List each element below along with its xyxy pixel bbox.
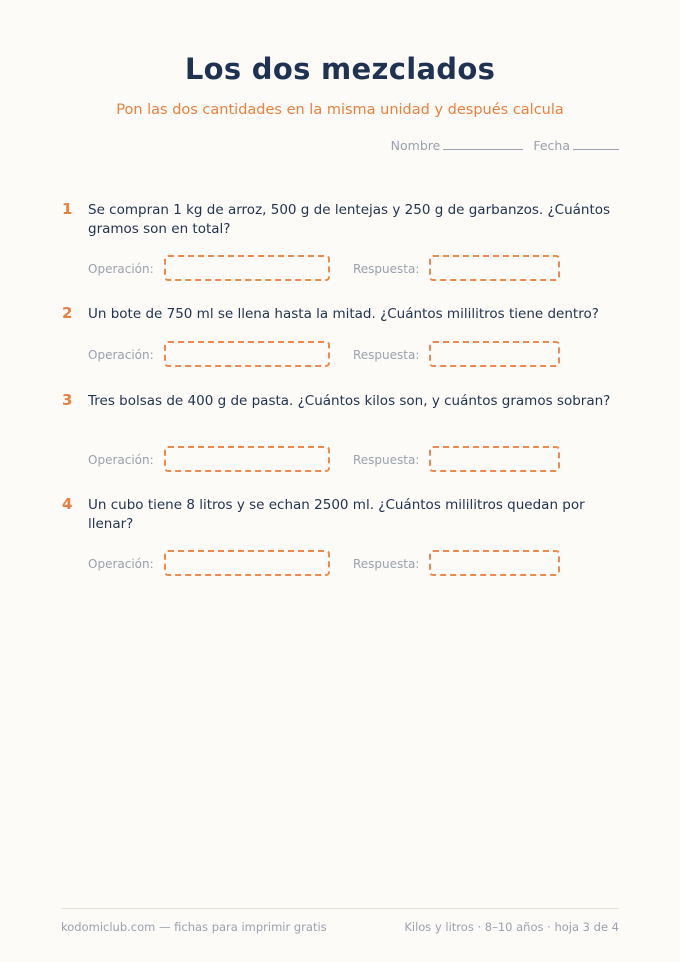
operation-label: Operación: (88, 348, 154, 362)
operation-label: Operación: (88, 557, 154, 571)
operation-box[interactable] (164, 255, 330, 281)
answer-label: Respuesta: (353, 557, 420, 571)
question-text: Un bote de 750 ml se llena hasta la mitad. ¿Cuántos mililitros tiene dentro? (88, 306, 599, 322)
answer-box[interactable] (429, 341, 560, 367)
question-number: 2 (62, 304, 73, 322)
date-line (573, 148, 619, 150)
answer-box[interactable] (429, 255, 560, 281)
page-subtitle: Pon las dos cantidades en la misma unidad y después calcula (116, 102, 564, 118)
date-field[interactable] (533, 138, 619, 153)
answer-label: Respuesta: (353, 262, 420, 276)
question-number: 4 (62, 495, 73, 513)
answer-row (88, 341, 618, 369)
question-number: 3 (62, 391, 73, 409)
operation-box[interactable] (164, 446, 330, 472)
page-title: Los dos mezclados (184, 52, 496, 86)
operation-label: Operación: (88, 453, 154, 467)
answer-box[interactable] (429, 550, 560, 576)
answer-label: Respuesta: (353, 348, 420, 362)
answer-label: Respuesta: (353, 453, 420, 467)
answer-row (88, 446, 618, 474)
name-field[interactable] (391, 138, 524, 153)
footer-site: kodomiclub.com — fichas para imprimir gratis (61, 920, 327, 934)
footer-divider (61, 908, 619, 909)
operation-box[interactable] (164, 550, 330, 576)
answer-row (88, 255, 618, 283)
question-text: Tres bolsas de 400 g de pasta. ¿Cuántos kilos son, y cuántos gramos sobran? (88, 393, 611, 409)
question-number: 1 (62, 200, 73, 218)
question-text: Se compran 1 kg de arroz, 500 g de lentejas y 250 g de garbanzos. ¿Cuántos gramos son en total? (88, 202, 611, 237)
name-date-fields (391, 138, 619, 153)
operation-label: Operación: (88, 262, 154, 276)
name-line (443, 148, 523, 150)
operation-box[interactable] (164, 341, 330, 367)
name-label: Nombre (390, 138, 441, 153)
date-label: Fecha (533, 138, 570, 153)
answer-box[interactable] (429, 446, 560, 472)
answer-row (88, 550, 618, 578)
question-text: Un cubo tiene 8 litros y se echan 2500 ml. ¿Cuántos mililitros quedan por llenar? (88, 497, 585, 532)
footer-sheet-info: Kilos y litros · 8–10 años · hoja 3 de 4 (404, 920, 619, 934)
